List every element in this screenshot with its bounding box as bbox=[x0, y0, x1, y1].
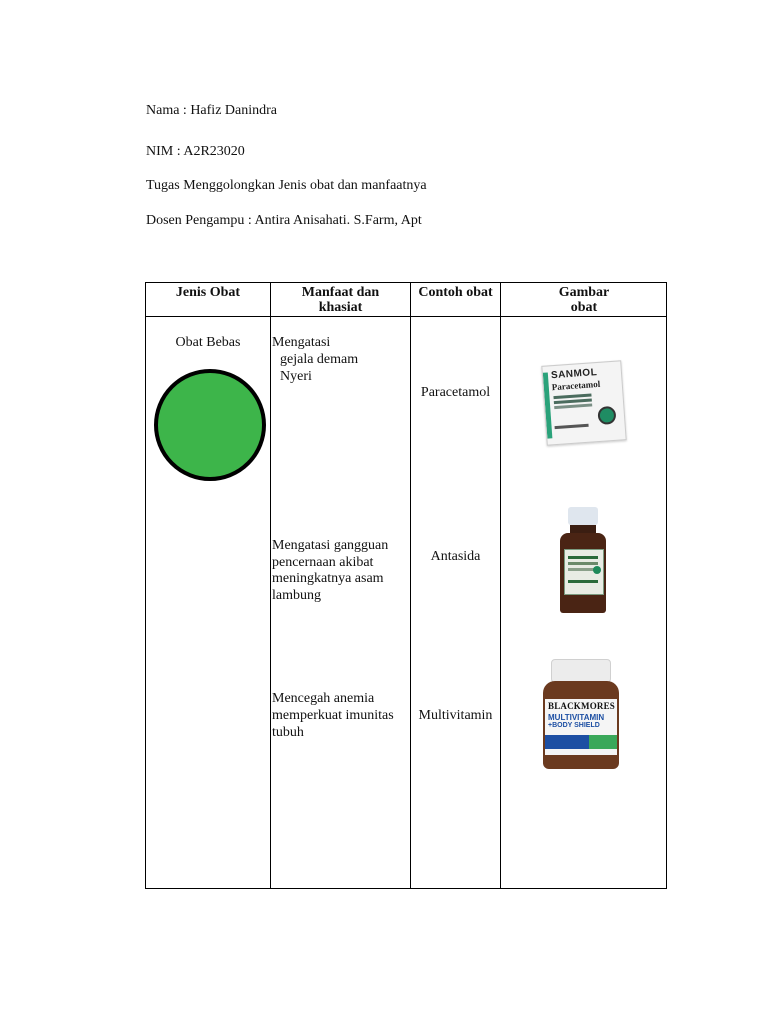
header-contoh-obat: Contoh obat bbox=[418, 285, 493, 300]
package-name: Paracetamol bbox=[551, 378, 601, 393]
student-name: Nama : Hafiz Danindra bbox=[146, 103, 277, 118]
manfaat-line: Mengatasi bbox=[272, 335, 331, 350]
column-divider bbox=[270, 283, 271, 888]
contoh-obat-row-1: Paracetamol bbox=[420, 385, 491, 400]
bottle-label bbox=[545, 699, 617, 755]
label-band-accent bbox=[589, 735, 617, 749]
header-manfaat bbox=[271, 285, 410, 315]
manfaat-line: Mengatasi gangguan bbox=[272, 538, 389, 553]
manfaat-row-3 bbox=[272, 690, 394, 741]
bottle-product-line1: MULTIVITAMIN bbox=[548, 713, 605, 722]
bottle-brand: BLACKMORES bbox=[548, 701, 616, 711]
contoh-obat-row-3: Multivitamin bbox=[418, 708, 493, 723]
label-lines bbox=[568, 556, 598, 559]
assignment-title: Tugas Menggolongkan Jenis obat dan manfaatnya bbox=[146, 178, 427, 193]
antasida-bottle-image bbox=[560, 507, 606, 613]
manfaat-line: Mencegah anemia bbox=[272, 691, 375, 706]
green-dot-icon bbox=[597, 406, 616, 425]
manfaat-line: tubuh bbox=[272, 725, 304, 740]
package-fine-print bbox=[555, 424, 589, 429]
obat-bebas-green-circle-icon bbox=[154, 369, 266, 481]
manfaat-line: Nyeri bbox=[280, 369, 312, 384]
manfaat-line: memperkuat imunitas bbox=[272, 708, 394, 723]
paracetamol-package-image bbox=[541, 360, 626, 445]
student-nim: NIM : A2R23020 bbox=[146, 144, 245, 159]
header-manfaat-line1: Manfaat dan bbox=[301, 285, 380, 300]
manfaat-row-1 bbox=[272, 334, 358, 385]
column-divider bbox=[500, 283, 501, 888]
bottle-cap bbox=[551, 659, 611, 683]
contoh-obat-row-2: Antasida bbox=[430, 549, 481, 564]
bottle-cap bbox=[568, 507, 598, 525]
manfaat-line: meningkatnya asam bbox=[272, 571, 384, 586]
column-divider bbox=[410, 283, 411, 888]
package-fine-print bbox=[553, 393, 591, 399]
header-jenis-obat: Jenis Obat bbox=[175, 285, 241, 300]
manfaat-row-2 bbox=[272, 538, 388, 604]
manfaat-line: gejala demam bbox=[280, 352, 359, 367]
header-manfaat-line2: khasiat bbox=[318, 300, 363, 315]
bottle-product-line2: +BODY SHIELD bbox=[548, 722, 600, 729]
jenis-obat-value: Obat Bebas bbox=[175, 335, 241, 350]
manfaat-line: lambung bbox=[272, 587, 321, 603]
lecturer: Dosen Pengampu : Antira Anisahati. S.Farm, Apt bbox=[146, 213, 422, 228]
header-gambar-line1: Gambar bbox=[558, 285, 610, 300]
manfaat-line: pencernaan akibat bbox=[272, 554, 374, 570]
header-gambar-line2: obat bbox=[570, 300, 598, 315]
bottle-body bbox=[543, 681, 619, 769]
bottle-label bbox=[564, 549, 604, 595]
green-dot-icon bbox=[593, 566, 601, 574]
bottle-neck bbox=[570, 525, 596, 533]
package-brand: SANMOL bbox=[550, 367, 598, 382]
header-gambar bbox=[501, 285, 667, 315]
multivitamin-bottle-image bbox=[543, 659, 619, 769]
header-divider bbox=[146, 316, 666, 317]
